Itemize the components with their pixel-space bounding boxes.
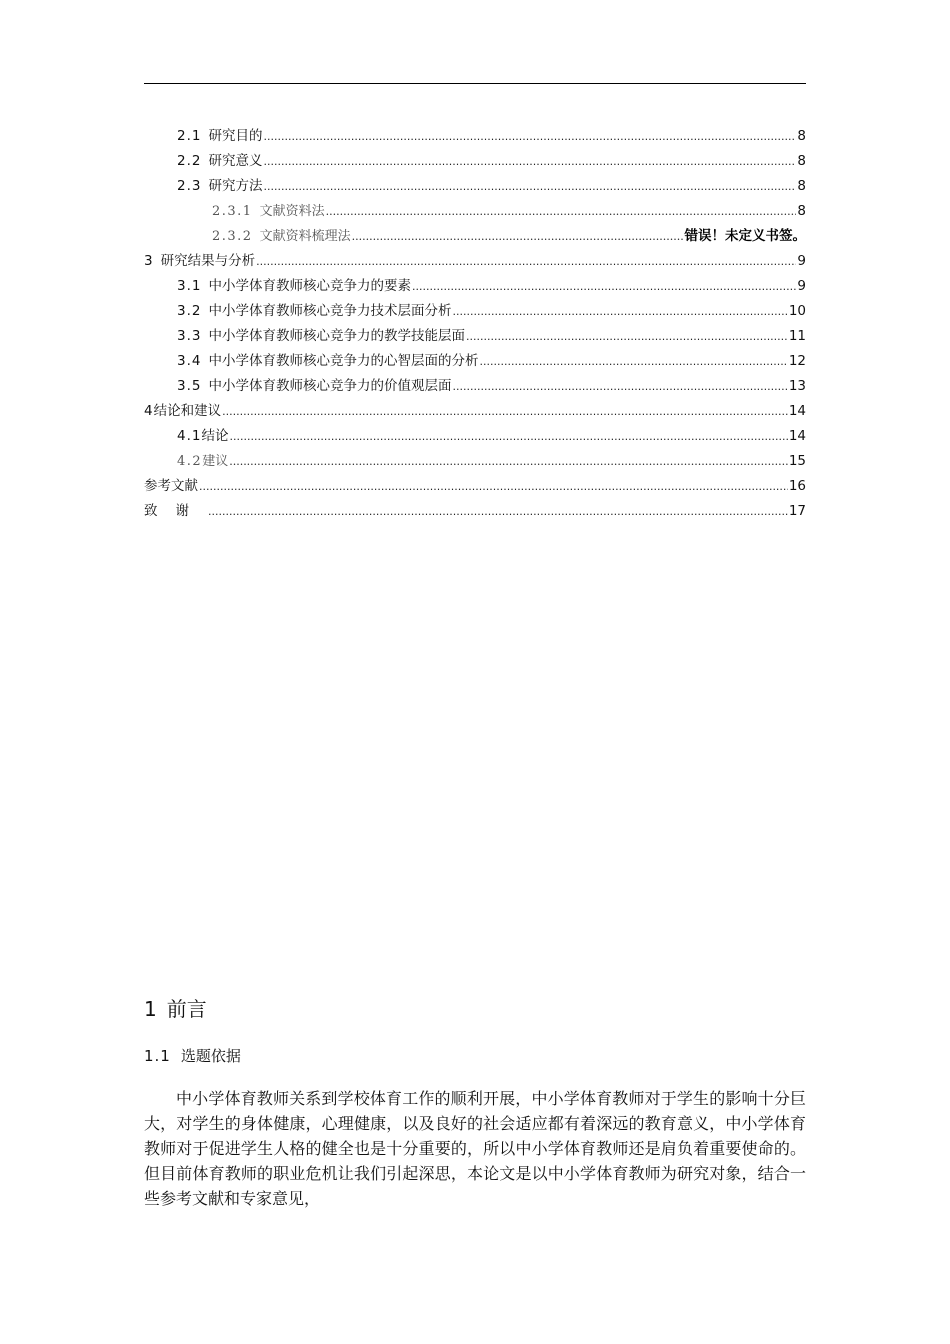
toc-entry-title: 中小学体育教师核心竞争力的教学技能层面: [208, 328, 465, 344]
toc-entry-number: 2.1: [177, 128, 202, 144]
toc-entry[interactable]: [177, 274, 806, 298]
toc-entry-number: 3.4: [177, 353, 202, 369]
toc-entry-page: 12: [788, 353, 806, 369]
toc-entry-title: 参考文献: [144, 478, 198, 494]
toc-entry[interactable]: [212, 199, 806, 223]
toc-entry-page: 9: [797, 253, 806, 269]
toc-entry-number: 3.2: [177, 303, 202, 319]
toc-entry-title: 文献资料梳理法: [259, 229, 351, 244]
subsection-heading: [144, 1044, 241, 1068]
toc-entry-number: 4.2: [177, 454, 203, 469]
toc-entry-title: 结论: [201, 428, 229, 444]
section-heading: [144, 994, 207, 1024]
toc-entry-number: 2.3: [177, 178, 202, 194]
toc-entry-title: 中小学体育教师核心竞争力的价值观层面: [208, 378, 452, 394]
toc-entry[interactable]: [144, 474, 806, 498]
toc-entry[interactable]: [177, 174, 806, 198]
toc-entry-page: 8: [797, 178, 806, 194]
toc-entry[interactable]: [177, 349, 806, 373]
toc-leader: [199, 475, 788, 499]
toc-leader: [479, 350, 787, 374]
toc-error-bookmark: 错误！未定义书签。: [684, 228, 806, 244]
toc-entry-number: 2.3.1: [212, 204, 253, 219]
toc-entry-title: 中小学体育教师核心竞争力技术层面分析: [208, 303, 452, 319]
toc-leader: [326, 200, 797, 224]
toc-leader: [452, 375, 787, 399]
toc-entry-page: 17: [788, 503, 806, 519]
toc-entry-title: 研究方法: [208, 178, 263, 194]
toc-leader: [208, 500, 788, 524]
body-paragraph: 中小学体育教师关系到学校体育工作的顺利开展，中小学体育教师对于学生的影响十分巨大，对学生的身体健康，心理健康，以及良好的社会适应都有着深远的教育意义，中小学体育教师对于促进学生人格的健全也是十分重要的，所以中小学体育教师还是肩负着重要使命的。但目前体育教师的职业危机让我们引起深思，本论文是以中小学体育教师为研究对象，结合一些参考文献和专家意见，: [144, 1089, 806, 1208]
toc-entry-title: 文献资料法: [259, 204, 325, 219]
toc-entry-page: 15: [788, 453, 806, 469]
toc-entry[interactable]: [177, 299, 806, 323]
toc-entry-title: 结论和建议: [153, 403, 222, 419]
toc-leader: [263, 175, 796, 199]
toc-leader: [229, 450, 788, 474]
toc-leader: [466, 325, 788, 349]
toc-leader: [263, 150, 796, 174]
toc-entry-number: 3: [144, 253, 154, 269]
section-number: 1: [144, 997, 157, 1021]
toc-leader: [452, 300, 787, 324]
toc-entry-title: 建议: [202, 454, 229, 469]
toc-entry-title: 研究目的: [208, 128, 263, 144]
toc-entry[interactable]: [144, 249, 806, 273]
toc-entry[interactable]: [177, 449, 806, 473]
toc-entry-page: 11: [788, 328, 806, 344]
toc-entry-number: 3.3: [177, 328, 202, 344]
toc-entry-page: 9: [797, 278, 806, 294]
toc-entry-title: 致谢: [144, 503, 207, 519]
toc-entry-title: 研究意义: [208, 153, 263, 169]
toc-entry[interactable]: [177, 324, 806, 348]
toc-leader: [352, 225, 684, 249]
toc-entry-page: 14: [788, 428, 806, 444]
toc-entry[interactable]: [144, 499, 806, 523]
toc-leader: [222, 400, 788, 424]
toc-entry-page: 8: [797, 153, 806, 169]
toc-entry-page: 8: [797, 203, 806, 219]
toc-leader: [256, 250, 796, 274]
toc-entry-page: 14: [788, 403, 806, 419]
toc-entry[interactable]: [177, 124, 806, 148]
subsection-title: 选题依据: [180, 1047, 241, 1065]
toc-entry-number: 2.3.2: [212, 229, 253, 244]
toc-entry[interactable]: [177, 149, 806, 173]
toc-entry-number: 3.5: [177, 378, 202, 394]
toc-entry-page: 13: [788, 378, 806, 394]
subsection-number: 1.1: [144, 1047, 171, 1065]
toc-leader: [263, 125, 796, 149]
toc-entry[interactable]: [144, 399, 806, 423]
toc-entry-number: 4.1: [177, 428, 202, 444]
toc-leader: [229, 425, 787, 449]
header-rule: [144, 83, 806, 84]
toc-entry-number: 2.2: [177, 153, 202, 169]
section-title: 前言: [166, 997, 207, 1021]
toc-entry[interactable]: [177, 424, 806, 448]
toc-entry-title: 中小学体育教师核心竞争力的心智层面的分析: [208, 353, 479, 369]
toc-entry-page: 8: [797, 128, 806, 144]
toc-entry[interactable]: [177, 374, 806, 398]
toc-entry-page: 16: [788, 478, 806, 494]
toc-entry-number: 4: [144, 403, 154, 419]
toc-entry-title: 研究结果与分析: [160, 253, 256, 269]
toc-leader: [412, 275, 796, 299]
toc-entry-number: 3.1: [177, 278, 202, 294]
toc-entry[interactable]: [212, 224, 806, 248]
toc-entry-page: 10: [788, 303, 806, 319]
toc-entry-title: 中小学体育教师核心竞争力的要素: [208, 278, 411, 294]
